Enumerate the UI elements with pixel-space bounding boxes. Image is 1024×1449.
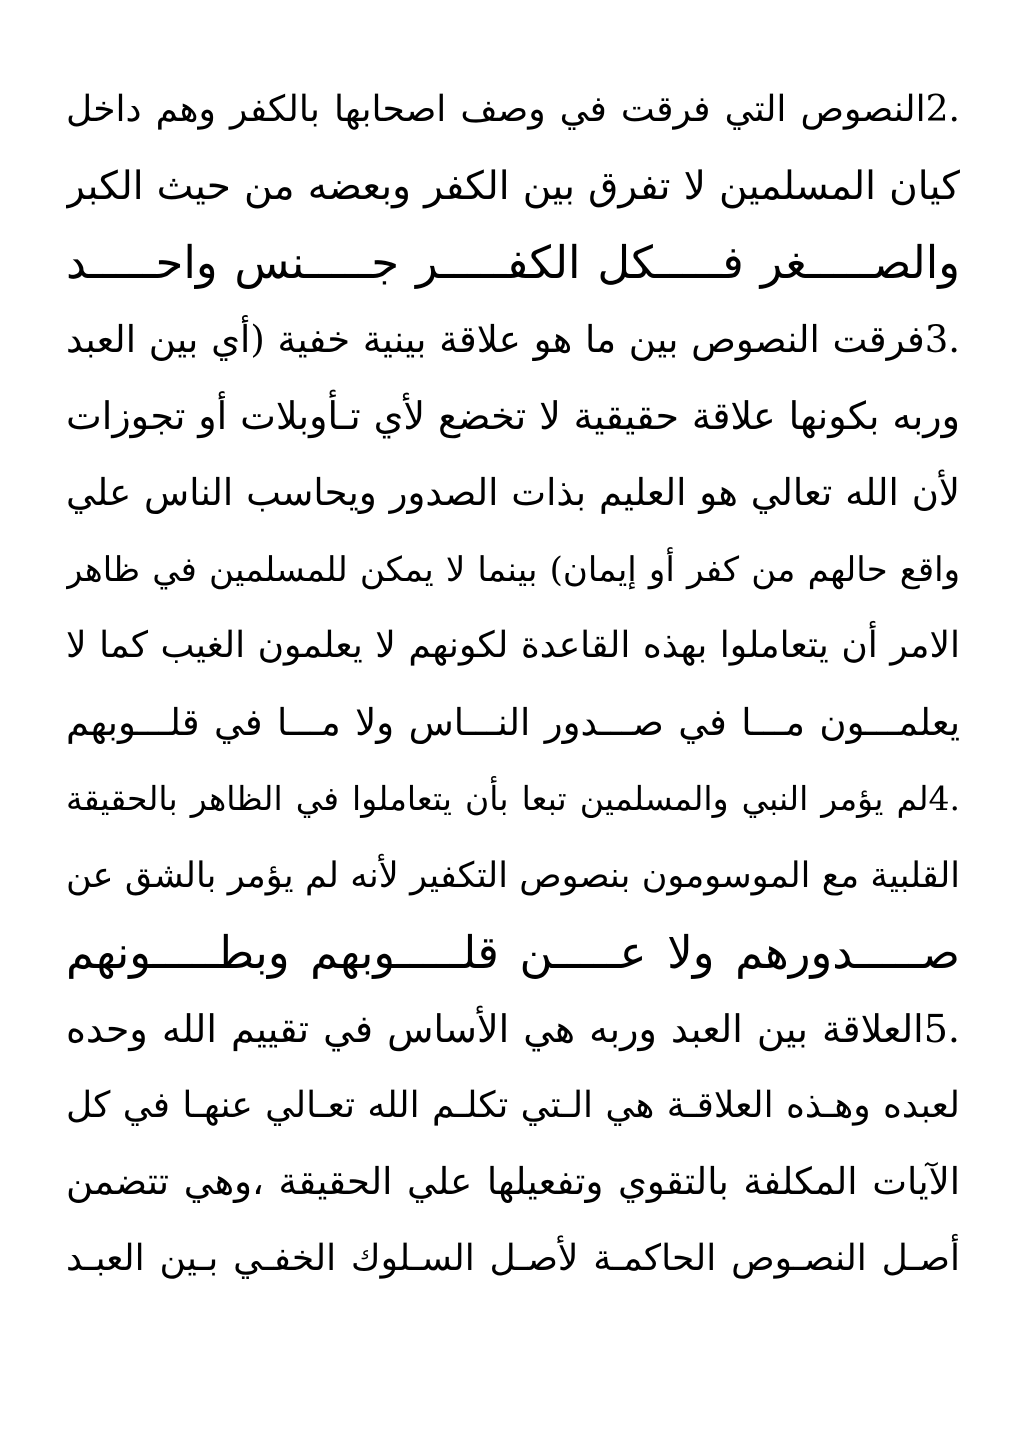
text-line-5: وربه بكونها علاقة حقيقية لا تخضع لأي تـأوبلات أو تجوزات xyxy=(66,394,960,439)
text-line-3: والصـــــغر فـــــكل الكفـــــر جـــــنس واحـــــد xyxy=(66,236,960,290)
text-line-6: لأن الله تعالي هو العليم بذات الصدور ويحاسب الناس علي xyxy=(66,470,960,514)
arabic-text-block xyxy=(66,72,960,1298)
text-line-4: .3فرقت النصوص بين ما هو علاقة بينية خفية (أي بين العبد xyxy=(66,317,960,361)
text-line-14: لعبده وهـذه العلاقـة هي الـتي تكلـم الله تعـالي عنهـا في كل xyxy=(66,1084,960,1126)
text-line-13: .5العلاقة بين العبد وربه هي الأساس في تقييم الله وحده xyxy=(66,1007,960,1052)
text-line-9: يعلمـــون مـــا في صـــدور النـــاس ولا مـــا في قلـــوبهم xyxy=(66,700,960,744)
text-line-15: الآيات المكلفة بالتقوي وتفعيلها علي الحقيقة ،وهي تتضمن xyxy=(66,1160,960,1204)
text-line-12: صـــــدورهم ولا عـــــن قلـــــوبهم وبطـــــونهم xyxy=(66,925,960,979)
text-line-7: واقع حالهم من كفر أو إيمان) بينما لا يمكن للمسلمين في ظاهر xyxy=(66,549,960,590)
text-line-10: .4لم يؤمر النبي والمسلمين تبعا بأن يتعاملوا في الظاهر بالحقيقة xyxy=(66,779,960,819)
text-line-8: الامر أن يتعاملوا بهذه القاعدة لكونهم لا يعلمون الغيب كما لا xyxy=(66,625,960,667)
text-line-2: كيان المسلمين لا تفرق بين الكفر وبعضه من حيث الكبر xyxy=(66,163,960,209)
text-line-16: أصـل النصـوص الحاكمـة لأصـل السـلوك الخفـي بـين العبـد xyxy=(66,1237,960,1279)
text-line-1: .2النصوص التي فرقت في وصف اصحابها بالكفر وهم داخل xyxy=(66,89,960,130)
text-line-11: القلبية مع الموسومون بنصوص التكفير لأنه لم يؤمر بالشق عن xyxy=(66,855,960,896)
